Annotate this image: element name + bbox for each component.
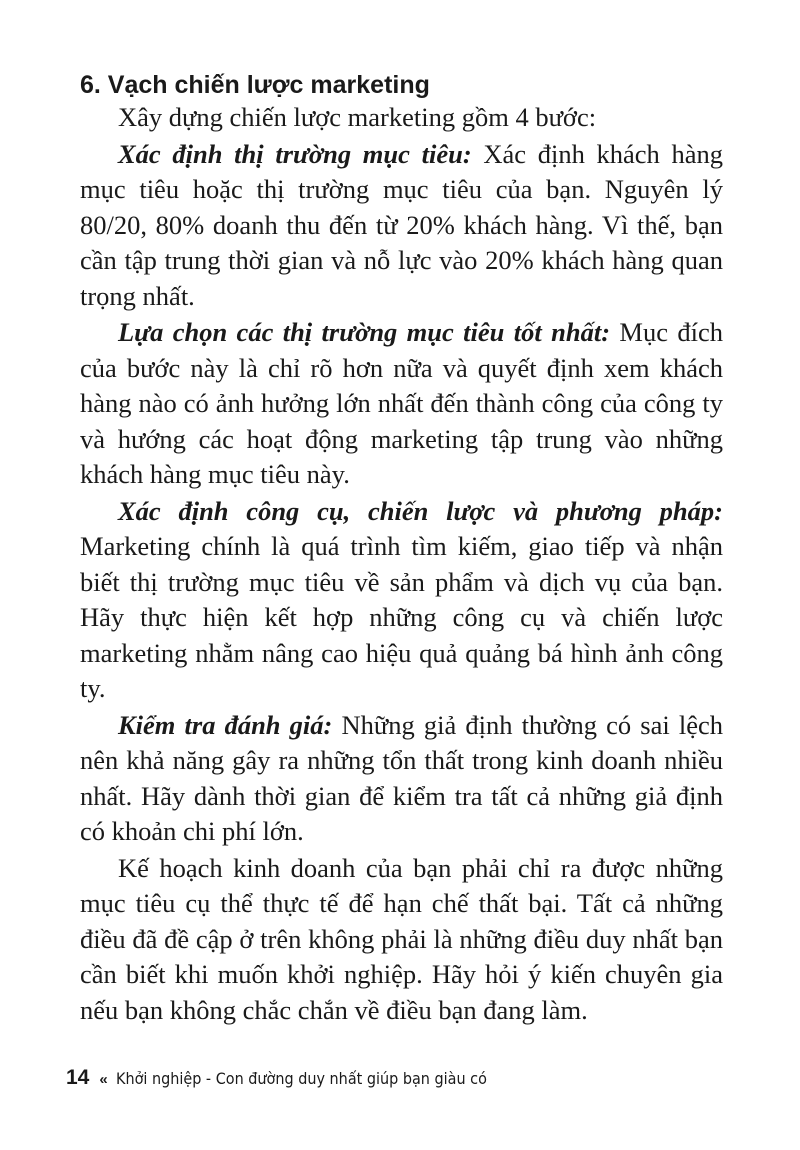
step-term: Xác định công cụ, chiến lược và phương pháp: — [118, 495, 723, 526]
step-paragraph — [80, 137, 723, 315]
page-footer — [66, 1066, 528, 1096]
double-left-arrow-icon: « — [99, 1071, 108, 1088]
step-text: Marketing chính là quá trình tìm kiếm, giao tiếp và nhận biết thị trường mục tiêu về sản phẩm và dịch vụ của bạn. Hãy thực hiện kết hợp những công cụ và chiến lược marketing nhằm nâng cao hiệu quả quảng bá hình ảnh công ty. — [80, 531, 723, 703]
step-term: Kiểm tra đánh giá: — [118, 709, 333, 740]
step-text: Những giả định thường có sai lệch nên khả năng gây ra những tổn thất trong kinh doanh nhiều nhất. Hãy dành thời gian để kiểm tra tất cả những giả định có khoản chi phí lớn. — [80, 709, 723, 846]
page-number: 14 — [66, 1066, 90, 1089]
conclusion-text: Kế hoạch kinh doanh của bạn phải chỉ ra được những mục tiêu cụ thể thực tế để hạn chế thất bại. Tất cả những điều đã đề cập ở trên không phải là những điều duy nhất bạn cần biết khi muốn khởi nghiệp. Hãy hỏi ý kiến chuyên gia nếu bạn không chắc chắn về điều bạn đang làm. — [80, 852, 723, 1025]
conclusion-paragraph — [80, 851, 723, 1029]
intro-text: Xây dựng chiến lược marketing gồm 4 bước: — [118, 102, 597, 132]
intro-paragraph — [80, 100, 723, 136]
step-paragraph — [80, 315, 723, 493]
body-text — [80, 100, 723, 1028]
step-text: Mục đích của bước này là chỉ rõ hơn nữa và quyết định xem khách hàng nào có ảnh hưởng lớn nhất đến thành công của công ty và hướng các hoạt động marketing tập trung vào những khách hàng mục tiêu này. — [80, 317, 723, 489]
section-heading: 6. Vạch chiến lược marketing — [80, 71, 430, 99]
step-paragraph — [80, 708, 723, 850]
step-paragraph — [80, 494, 723, 707]
step-term: Xác định thị trường mục tiêu: — [118, 138, 472, 169]
book-title: Khởi nghiệp - Con đường duy nhất giúp bạn giàu có — [115, 1069, 487, 1088]
step-text: Xác định khách hàng mục tiêu hoặc thị trường mục tiêu của bạn. Nguyên lý 80/20, 80% doanh thu đến từ 20% khách hàng. Vì thế, bạn cần tập trung thời gian và nỗ lực vào 20% khách hàng quan trọng nhất. — [80, 138, 724, 311]
step-term: Lựa chọn các thị trường mục tiêu tốt nhất: — [118, 317, 611, 347]
